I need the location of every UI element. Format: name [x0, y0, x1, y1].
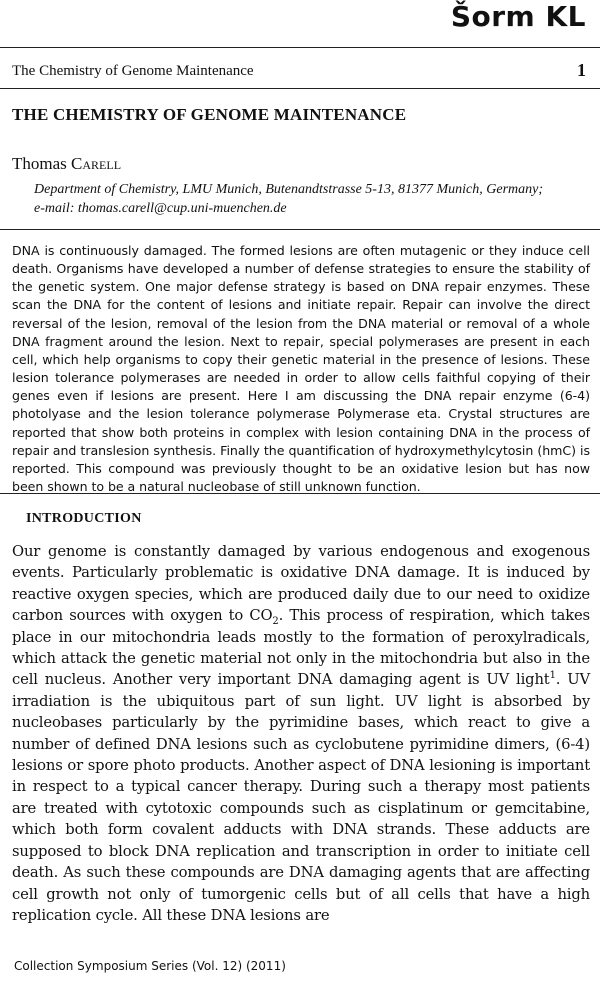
header-rule-bottom [0, 88, 600, 89]
intro-text-part2: . This process of respiration, which takes place in our mitochondria leads mostly to the formation of peroxylradicals, which attack the genetic material not only in the mitochondria but also in the cell nucleus. Another very important DNA damaging agent is UV light [12, 607, 590, 689]
affiliation-line: Department of Chemistry, LMU Munich, Butenandtstrasse 5-13, 81377 Munich, Germany; [34, 182, 543, 197]
running-title: The Chemistry of Genome Maintenance [12, 63, 254, 79]
brand-name: Šorm KL [450, 0, 586, 33]
page-number: 1 [577, 60, 586, 80]
intro-text-part3: . UV irradiation is the ubiquitous part of sun light. UV light is absorbed by nucleobases particularly by the pyrimidine bases, which react to give a number of defined DNA lesions such as cyclobutene pyrimidine dimers, (6-4) lesions or spore photo products. Another aspect of DNA lesioning is important in respect to a typical cancer therapy. During such a therapy most patients are treated with cytotoxic compounds such as cisplatinum or gemcitabine, which both form covalent adducts with DNA strands. These adducts are supposed to block DNA replication and transcription in order to initiate cell death. As such these compounds are DNA damaging agents that are affecting cell growth not only of tumorgenic cells but of all cells that have a high replication cycle. All these DNA lesions are [12, 671, 590, 924]
author-first-name: Thomas [12, 154, 72, 173]
email-line: e-mail: thomas.carell@cup.uni-muenchen.de [34, 201, 287, 216]
co2-subscript: 2 [272, 616, 279, 628]
author-last-name: Carell [71, 154, 122, 173]
introduction-paragraph [12, 541, 590, 926]
abstract-text: DNA is continuously damaged. The formed lesions are often mutagenic or they induce cell death. Organisms have developed a number of defense strategies to ensure the stability of the genetic system. One major defense strategy is based on DNA repair enzymes. These scan the DNA for the content of lesions and initiate repair. Repair can involve the direct reversal of the lesion, removal of the lesion from the DNA material or removal of a whole DNA fragment around the lesion. Next to repair, special polymerases are present in each cell, which help organisms to copy their genetic material in the presence of lesions. These lesion tolerance polymerases are needed in order to allow cells faithful copying of their genes even if lesions are present. Here I am discussing the DNA repair enzyme (6-4) photolyase and the lesion tolerance polymerase Polymerase eta. Crystal structures are reported that show both proteins in complex with lesion containing DNA in the process of repair and translesion synthesis. Finally the quantification of hydroxymethylcytosin (hmC) is reported. This compound was previously thought to be an oxidative lesion but has now been shown to be a natural nucleobase of still unknown function. [12, 243, 590, 495]
footer-citation: Collection Symposium Series (Vol. 12) (2011) [14, 959, 286, 973]
article-title: THE CHEMISTRY OF GENOME MAINTENANCE [12, 105, 407, 124]
intro-text-part1: Our genome is constantly damaged by various endogenous and exogenous events. Particularly problematic is oxidative DNA damage. It is induced by reactive oxygen species, which are produced daily due to our need to oxidize carbon sources with oxygen to CO [12, 543, 590, 625]
reference-superscript: 1 [549, 670, 556, 682]
abstract-rule-bottom [0, 493, 600, 494]
abstract-rule-top [0, 229, 600, 230]
section-heading-introduction: INTRODUCTION [26, 511, 142, 526]
author-name [12, 154, 121, 174]
header-rule-top [0, 47, 600, 48]
author-affiliation [34, 180, 584, 218]
